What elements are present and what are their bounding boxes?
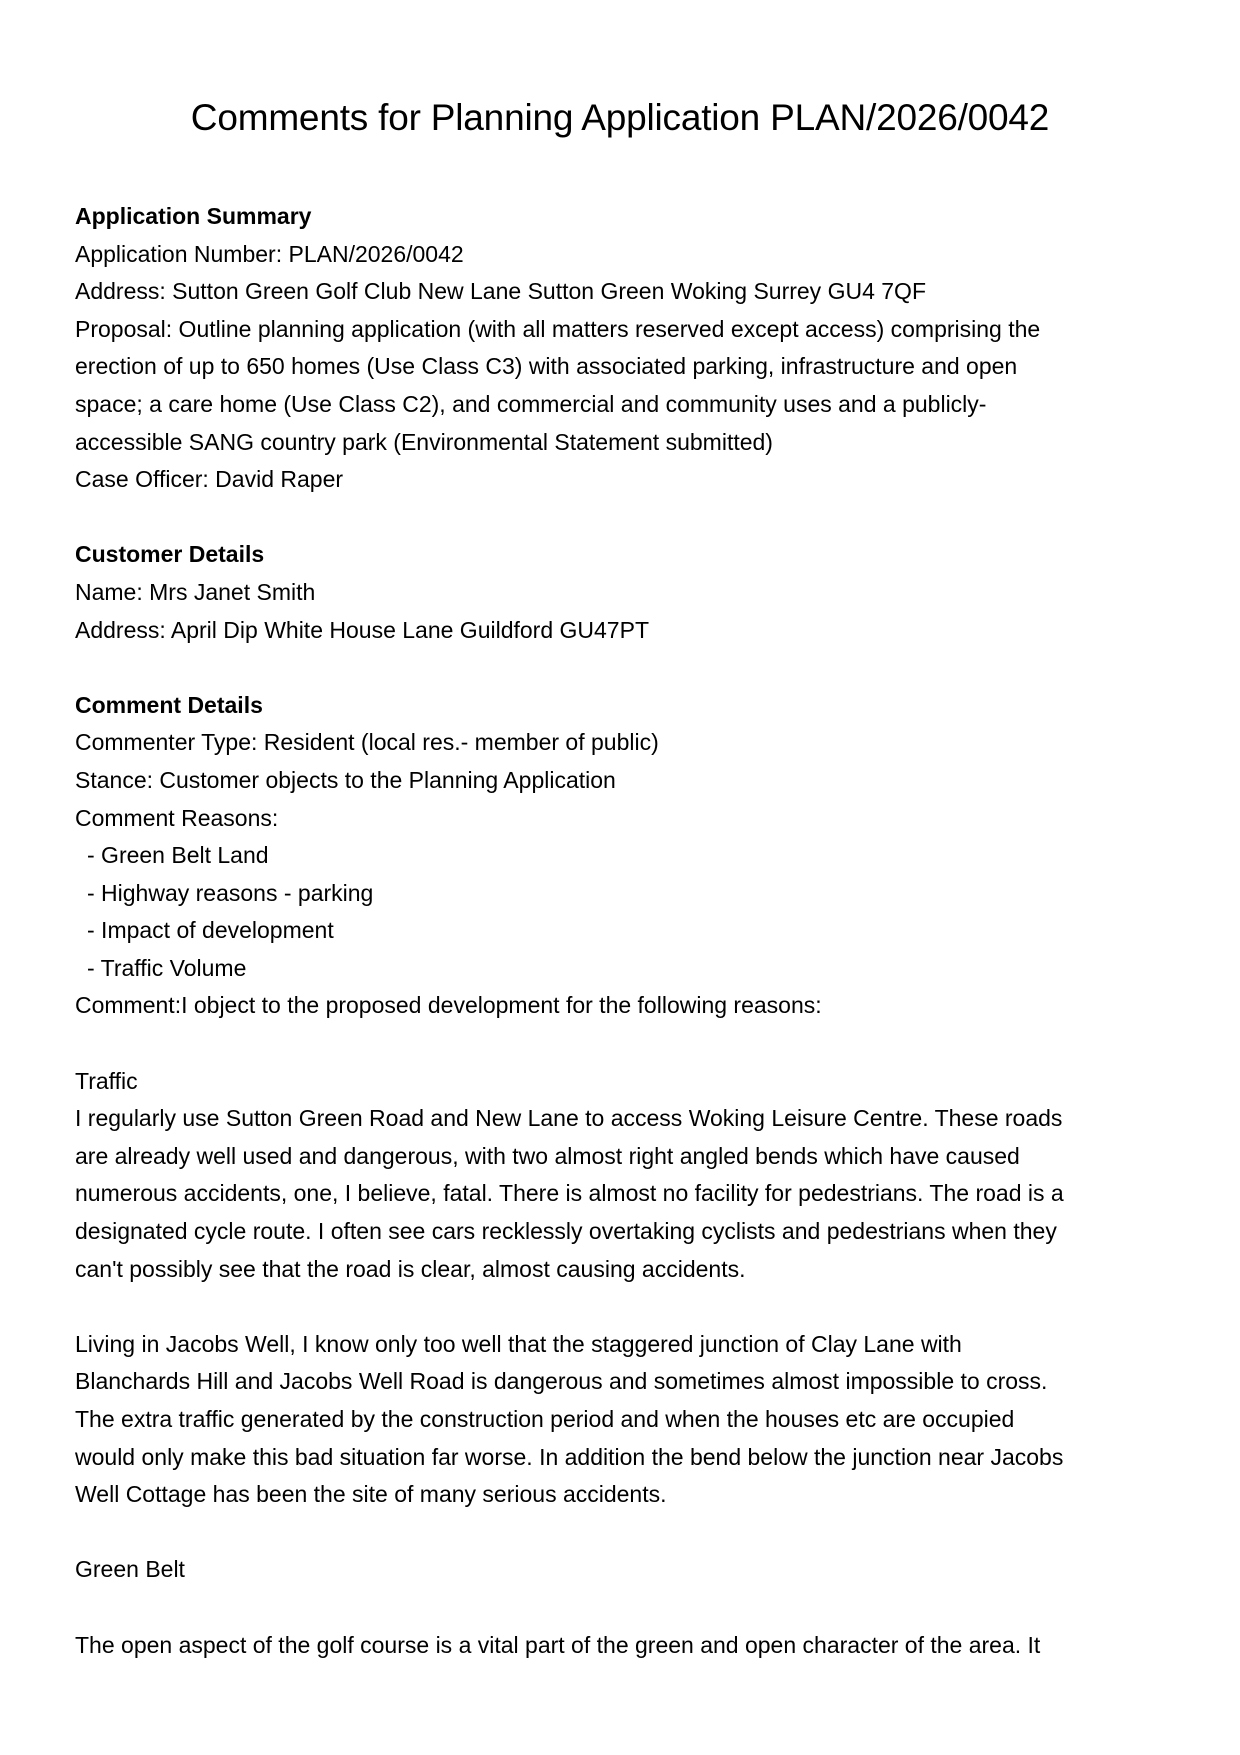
paragraph-line: The open aspect of the golf course is a vital part of the green and open character of the area. It [75,1631,1041,1658]
commenter-type: Commenter Type: Resident (local res.- member of public) [75,729,659,756]
application-summary-section [75,198,1175,499]
traffic-heading: Traffic [75,1067,138,1094]
comment-reason-item: - Traffic Volume [87,954,247,981]
paragraph-line: are already well used and dangerous, with two almost right angled bends which have caused [75,1142,1020,1169]
proposal-line: accessible SANG country park (Environmental Statement submitted) [75,428,773,455]
case-officer: Case Officer: David Raper [75,466,344,493]
customer-address: Address: April Dip White House Lane Guildford GU47PT [75,616,649,643]
comment-details-heading: Comment Details [75,691,263,718]
paragraph-line: Living in Jacobs Well, I know only too well that the staggered junction of Clay Lane with [75,1330,962,1357]
proposal-line: space; a care home (Use Class C2), and commercial and community uses and a publicly- [75,390,987,417]
paragraph-line: The extra traffic generated by the construction period and when the houses etc are occupied [75,1406,1015,1432]
spacer [75,1514,1175,1552]
customer-details-section [75,536,1175,649]
comment-reasons-label: Comment Reasons: [75,804,279,831]
customer-details-heading: Customer Details [75,541,265,568]
spacer [75,1589,1175,1627]
paragraph-line: Well Cottage has been the site of many serious accidents. [75,1481,667,1508]
spacer [75,1025,1175,1063]
paragraph-line: Blanchards Hill and Jacobs Well Road is dangerous and sometimes almost impossible to cross. [75,1368,1048,1395]
proposal-line: erection of up to 650 homes (Use Class C3) with associated parking, infrastructure and open [75,353,1018,380]
application-address: Address: Sutton Green Golf Club New Lane Sutton Green Woking Surrey GU4 7QF [75,278,926,305]
paragraph-line: I regularly use Sutton Green Road and New Lane to access Woking Leisure Centre. These roads [75,1105,1063,1132]
document-body [75,198,1175,1664]
spacer [75,499,1175,537]
paragraph-line: designated cycle route. I often see cars recklessly overtaking cyclists and pedestrians when they [75,1218,1057,1245]
application-summary-heading: Application Summary [75,203,312,229]
spacer [75,1288,1175,1326]
comment-details-section [75,687,1175,1664]
stance: Stance: Customer objects to the Planning Application [75,766,616,793]
proposal-line: Proposal: Outline planning application (with all matters reserved except access) comprising the [75,315,1041,342]
comment-reason-item: - Impact of development [87,917,334,944]
green-belt-paragraph [75,1627,1175,1665]
page-title: Comments for Planning Application PLAN/2026/0042 [190,97,1050,138]
green-belt-heading: Green Belt [75,1556,185,1583]
comment-reason-item: - Green Belt Land [87,842,269,869]
traffic-paragraph-2 [75,1326,1175,1514]
customer-name: Name: Mrs Janet Smith [75,578,316,605]
comment-reason-item: - Highway reasons - parking [87,879,374,906]
paragraph-line: numerous accidents, one, I believe, fatal. There is almost no facility for pedestrians. The road is a [75,1180,1064,1207]
paragraph-line: can't possibly see that the road is clear, almost causing accidents. [75,1255,746,1282]
comment-intro: Comment:I object to the proposed development for the following reasons: [75,992,822,1019]
traffic-paragraph-1 [75,1100,1175,1288]
application-number: Application Number: PLAN/2026/0042 [75,240,464,267]
paragraph-line: would only make this bad situation far worse. In addition the bend below the junction near Jacobs [75,1443,1064,1470]
spacer [75,649,1175,687]
